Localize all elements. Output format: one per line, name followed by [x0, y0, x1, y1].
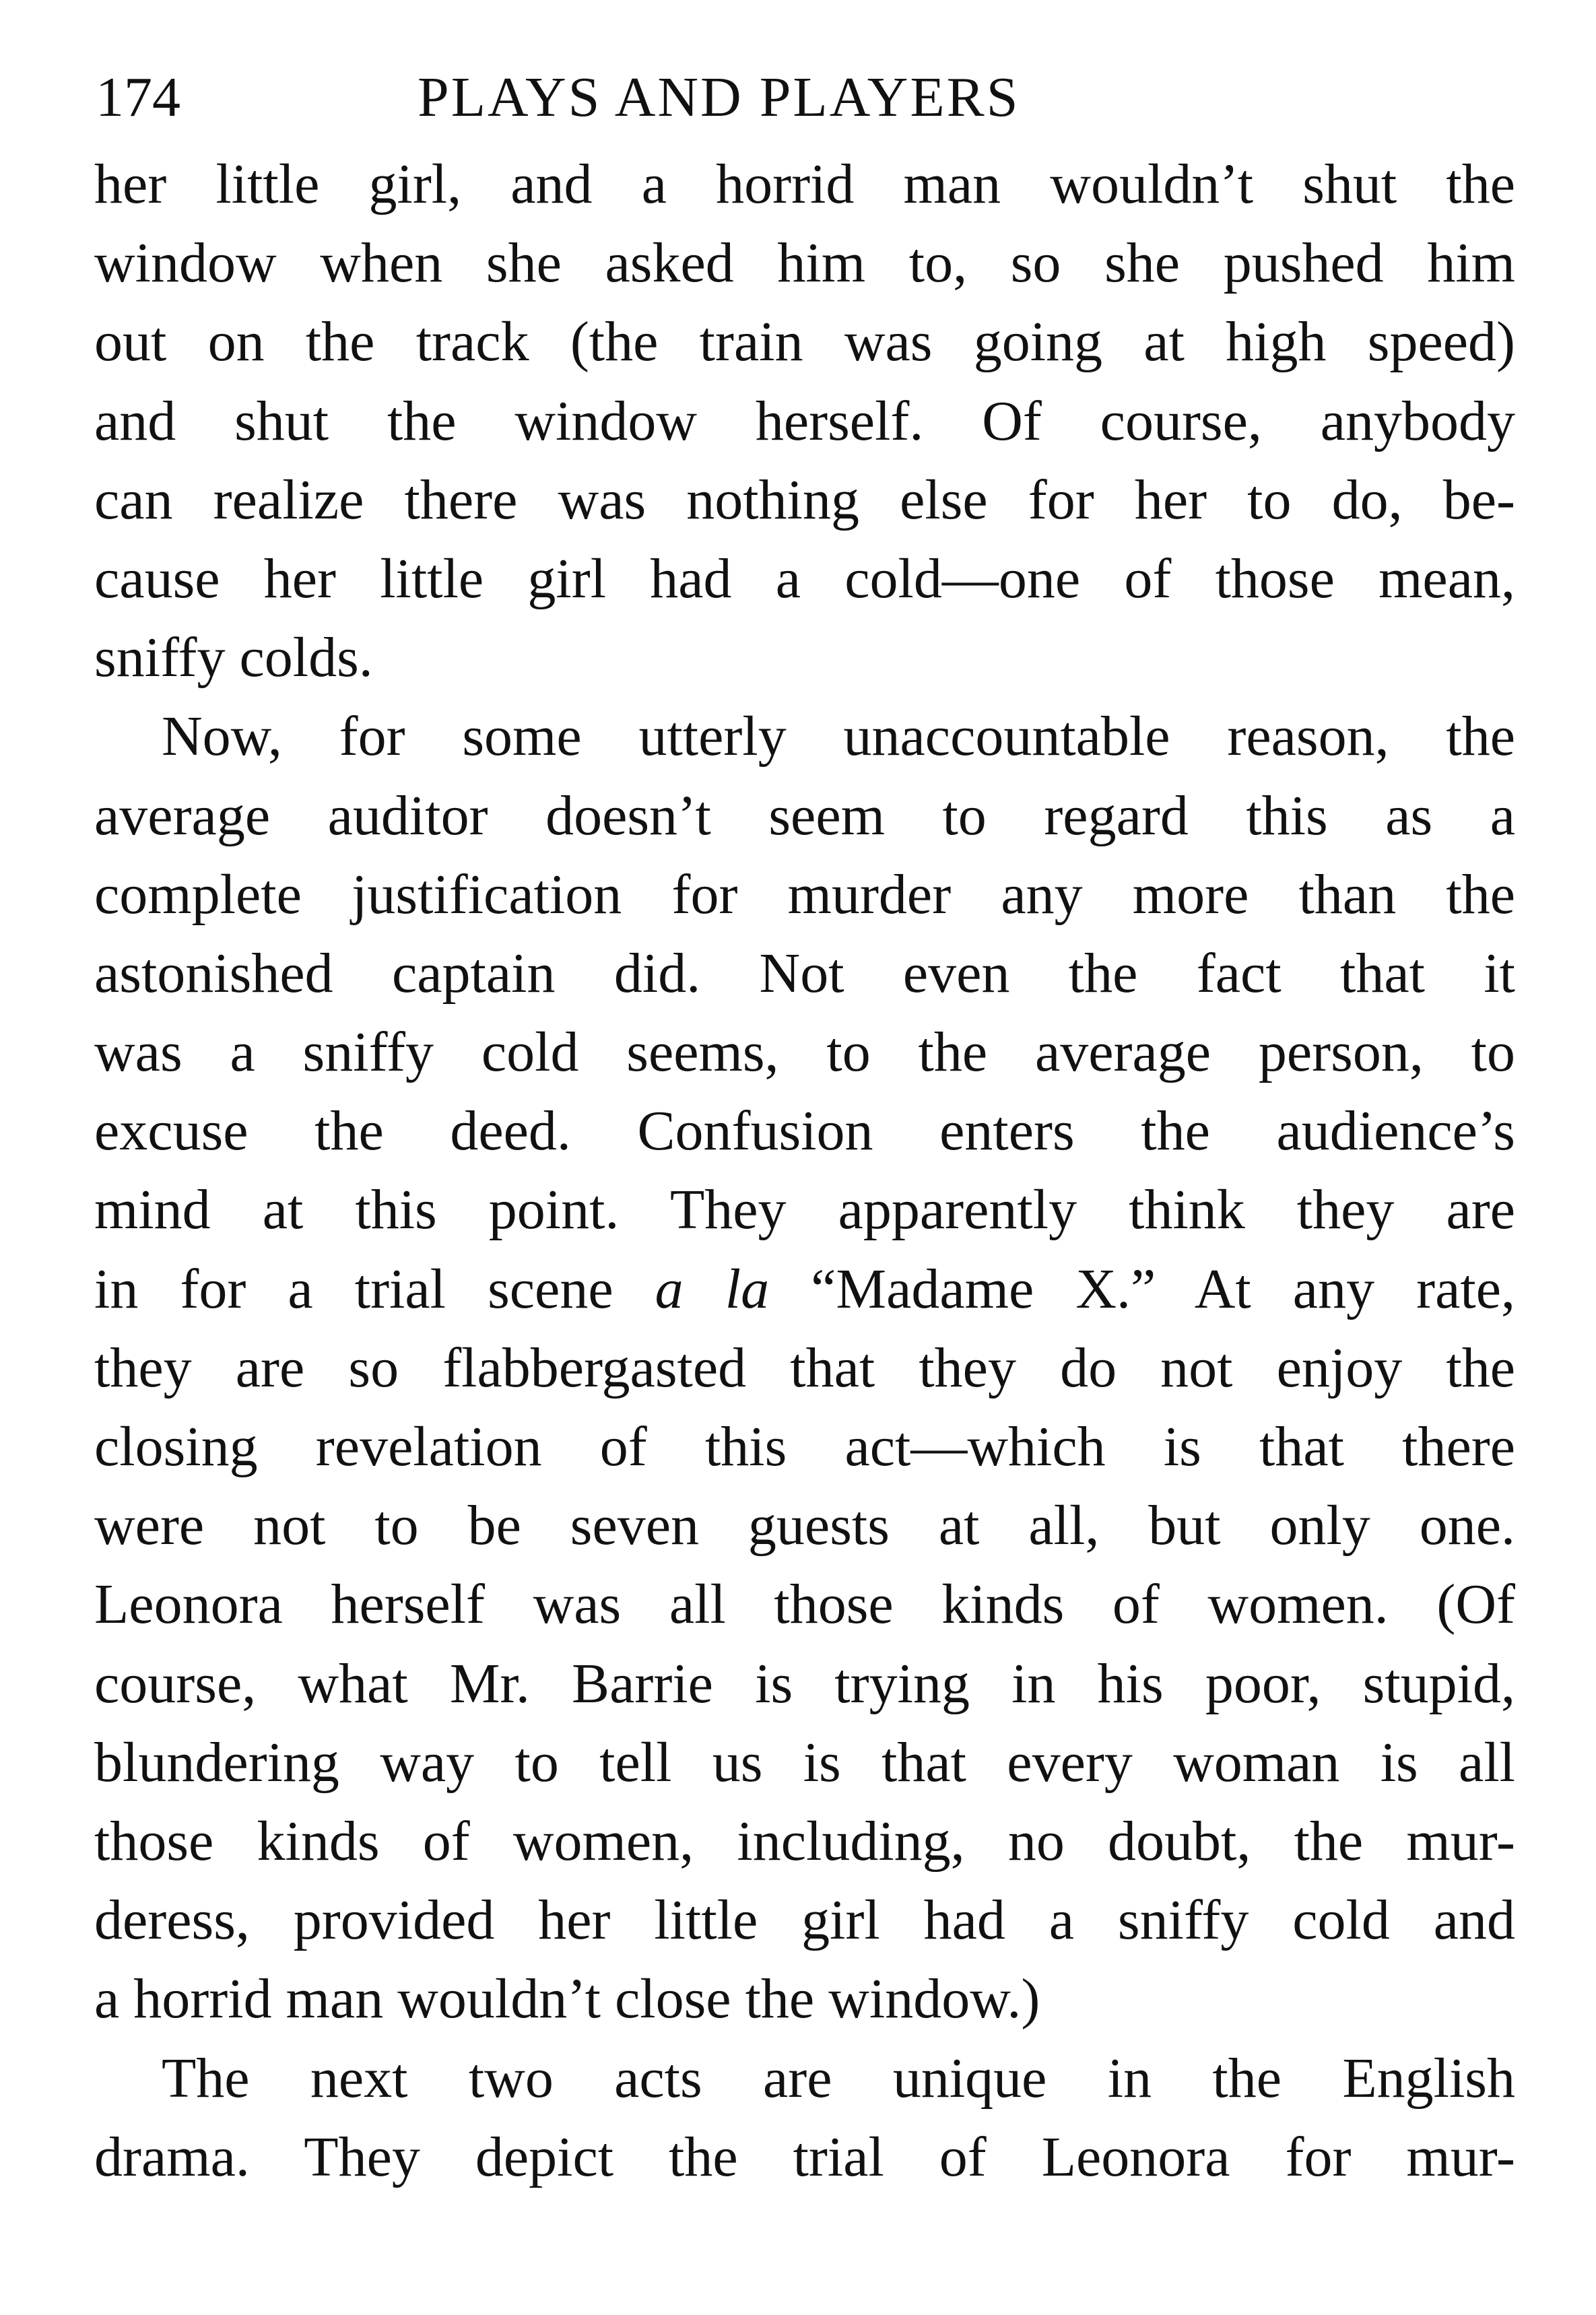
running-title: PLAYS AND PLAYERS — [418, 66, 1020, 129]
text-line: The next two acts are unique in the English — [162, 2046, 1515, 2110]
text-line: cause her little girl had a cold—one of those mean, — [94, 547, 1515, 610]
text-line: astonished captain did. Not even the fact that it — [94, 941, 1515, 1005]
text-line: drama. They depict the trial of Leonora for mur- — [94, 2125, 1515, 2188]
text-line: her little girl, and a horrid man wouldn’t shut the — [94, 153, 1515, 215]
text-line: closing revelation of this act—which is that there — [94, 1415, 1515, 1478]
text-line: excuse the deed. Confusion enters the audience’s — [94, 1100, 1515, 1163]
book-page — [94, 57, 1515, 2279]
text-line: were not to be seven guests at all, but only one. — [94, 1494, 1515, 1557]
page-number: 174 — [96, 66, 180, 129]
text-line — [94, 1250, 1515, 1329]
text-line: deress, provided her little girl had a sniffy cold and — [94, 1889, 1515, 1952]
text-line: out on the track (the train was going at high speed) — [94, 310, 1515, 374]
text-line: can realize there was nothing else for her to do, be- — [94, 468, 1515, 531]
text-line: a horrid man wouldn’t close the window.) — [94, 1968, 1040, 2031]
paragraph-1 — [94, 145, 1515, 697]
text-segment: “Madame X.” At any rate, — [769, 1257, 1516, 1320]
paragraph-2 — [94, 697, 1515, 2038]
text-line: sniffy colds. — [94, 626, 373, 690]
text-line: they are so flabbergasted that they do not enjoy the — [94, 1336, 1515, 1399]
running-header — [94, 57, 1515, 145]
text-line: average auditor doesn’t seem to regard this as a — [94, 784, 1515, 847]
text-line: blundering way to tell us is that every woman is all — [94, 1731, 1515, 1794]
text-line: complete justification for murder any more than the — [94, 863, 1515, 926]
text-line: mind at this point. They apparently think they are — [94, 1178, 1515, 1242]
text-segment: in for a trial scene — [94, 1257, 655, 1320]
text-line: course, what Mr. Barrie is trying in his poor, stupid, — [94, 1652, 1515, 1715]
text-line: Leonora herself was all those kinds of women. (Of — [94, 1573, 1515, 1636]
text-line: Now, for some utterly unaccountable reason, the — [162, 705, 1515, 768]
text-line: those kinds of women, including, no doubt, the mur- — [94, 1809, 1515, 1873]
text-line: window when she asked him to, so she pushed him — [94, 232, 1515, 295]
body-text — [94, 145, 1515, 2196]
text-line: was a sniffy cold seems, to the average person, to — [94, 1021, 1515, 1084]
text-line: and shut the window herself. Of course, anybody — [94, 389, 1515, 452]
italic-phrase: a la — [655, 1257, 770, 1320]
paragraph-3 — [94, 2039, 1515, 2196]
